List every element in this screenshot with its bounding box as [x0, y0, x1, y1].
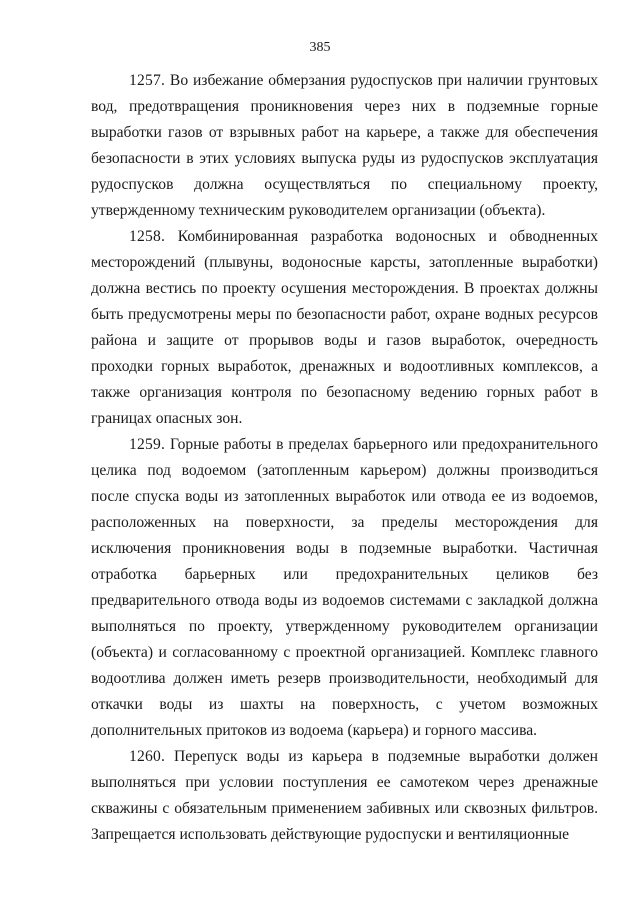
paragraph-1258	[91, 224, 598, 432]
paragraph-number: 1258.	[129, 228, 166, 245]
paragraph-text: Перепуск воды из карьера в подземные выработки должен выполняться при условии поступления ее самотеком через дренажные скважины с обязательным применением забивных или сквозных фильтров. Запрещается использовать действующие рудоспуски и вентиляционные	[91, 748, 598, 843]
paragraph-text: Горные работы в пределах барьерного или предохранительного целика под водоемом (затопленным карьером) должны производиться после спуска воды из затопленных выработок или отвода ее из водоемов, расположенных на поверхности, за пределы месторождения для исключения проникновения воды в подземные выработки. Частичная отработка барьерных или предохранительных целиков без предварительного отвода воды из водоемов системами с закладкой должна выполняться по проекту, утвержденному руководителем организации (объекта) и согласованному с проектной организацией. Комплекс главного водоотлива должен иметь резерв производительности, необходимый для откачки воды из шахты на поверхность, с учетом возможных дополнительных притоков из водоема (карьера) и горного массива.	[91, 436, 598, 739]
document-body	[91, 68, 598, 848]
paragraph-number: 1260.	[129, 748, 166, 765]
page-number: 385	[309, 40, 331, 55]
paragraph-1260	[91, 744, 598, 848]
paragraph-text: Во избежание обмерзания рудоспусков при наличии грунтовых вод, предотвращения проникновения через них в подземные горные выработки газов от взрывных работ на карьере, а также для обеспечения безопасности в этих условиях выпуска руды из рудоспусков эксплуатация рудоспусков должна осуществляться по специальному проекту, утвержденному техническим руководителем организации (объекта).	[91, 72, 598, 219]
paragraph-1259	[91, 432, 598, 744]
paragraph-number: 1257.	[129, 72, 166, 89]
paragraph-1257	[91, 68, 598, 224]
paragraph-number: 1259.	[129, 436, 166, 453]
paragraph-text: Комбинированная разработка водоносных и обводненных месторождений (плывуны, водоносные карсты, затопленные выработки) должна вестись по проекту осушения месторождения. В проектах должны быть предусмотрены меры по безопасности работ, охране водных ресурсов района и защите от прорывов воды и газов выработок, очередность проходки горных выработок, дренажных и водоотливных комплексов, а также организация контроля по безопасному ведению горных работ в границах опасных зон.	[91, 228, 598, 427]
